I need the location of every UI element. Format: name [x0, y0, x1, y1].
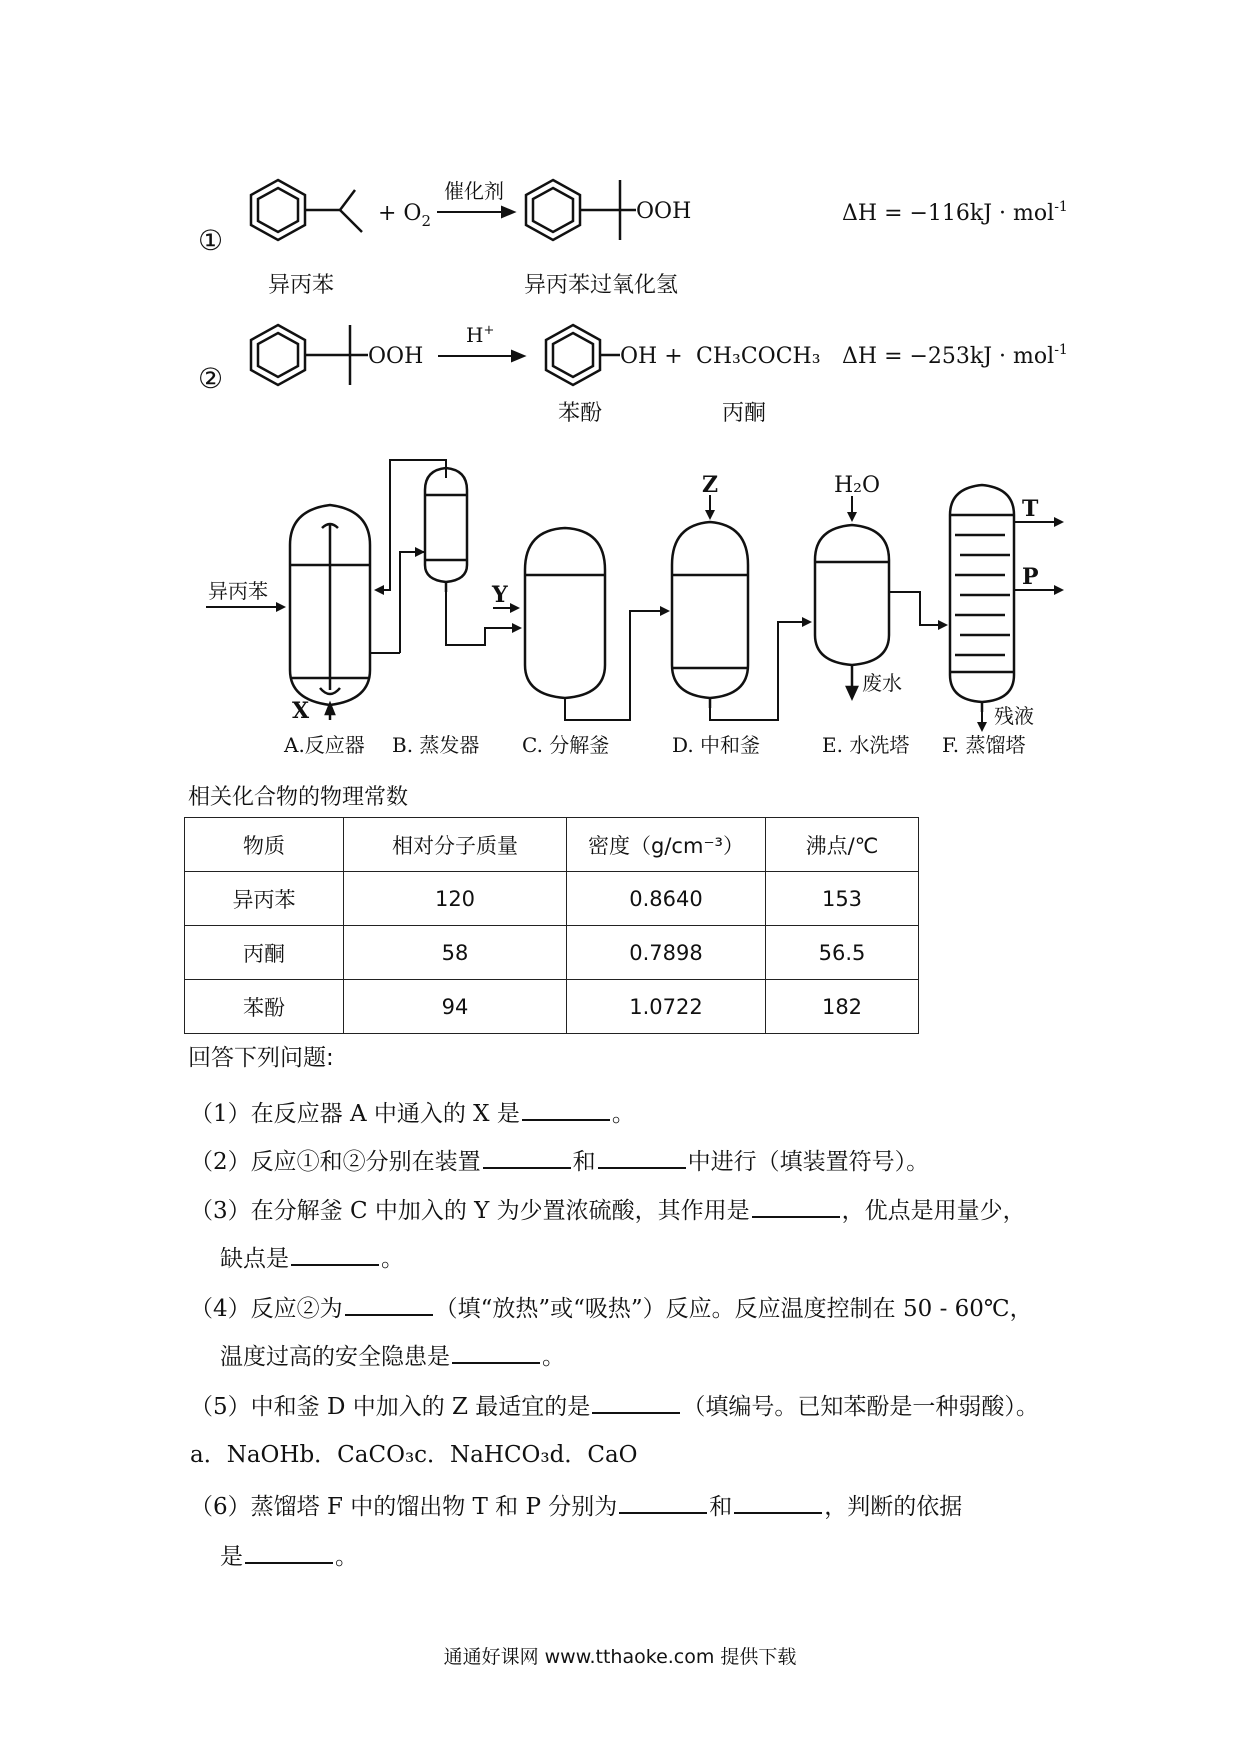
answer-blank[interactable] [598, 1145, 686, 1169]
reaction-arrow-1 [437, 207, 514, 217]
question-5 [190, 1390, 1039, 1422]
question-3-cont [220, 1242, 404, 1274]
answer-blank[interactable] [734, 1490, 822, 1514]
table-row [185, 980, 919, 1034]
question-3-cont-text: 缺点是 [220, 1246, 289, 1272]
table-cell: 0.8640 [567, 872, 766, 926]
reaction-2-number: ② [198, 362, 224, 395]
physical-constants-table [184, 817, 919, 1034]
question-2-and: 和 [572, 1149, 596, 1175]
catalyst-label: 催化剂 [444, 179, 504, 203]
question-1-end: 。 [611, 1101, 635, 1127]
question-6-and: 和 [709, 1494, 733, 1520]
equipment-label-f: F. 蒸馏塔 [942, 733, 1026, 757]
question-2-end: 中进行（填装置符号）。 [687, 1149, 930, 1175]
question-4-mid: （填“放热”或“吸热”）反应。反应温度控制在 50 - 60℃， [434, 1296, 1033, 1322]
x-label: X [292, 698, 310, 724]
answer-blank[interactable] [452, 1340, 540, 1364]
footer-text: 通通好课网 www.tthaoke.com 提供下载 [443, 1646, 797, 1668]
question-6 [190, 1490, 962, 1522]
product-1-name: 异丙苯过氧化氢 [524, 273, 679, 298]
question-5-text: （5）中和釜 D 中加入的 Z 最适宜的是 [190, 1394, 591, 1420]
flow-arrowheads [276, 510, 1064, 732]
question-6-mid: ，判断的依据 [824, 1494, 963, 1520]
table-cell: 120 [344, 872, 567, 926]
cumene-structure [251, 180, 362, 240]
hydroperoxide-structure [251, 325, 368, 385]
table-cell: 153 [766, 872, 919, 926]
z-label: Z [702, 472, 719, 498]
table-caption: 相关化合物的物理常数 [188, 785, 409, 810]
phenol-name: 苯酚 [558, 401, 603, 426]
equipment-label-a: A.反应器 [284, 733, 365, 757]
answer-blank[interactable] [619, 1490, 707, 1514]
answer-blank[interactable] [345, 1292, 433, 1316]
feed-label: 异丙苯 [208, 579, 268, 603]
reactant-2-group: OOH [368, 344, 424, 369]
questions-intro: 回答下列问题: [188, 1045, 334, 1071]
question-1 [190, 1097, 635, 1129]
acetone-formula: CH₃COCH₃ [696, 344, 821, 369]
evaporator-b [425, 468, 467, 592]
table-cell: 94 [344, 980, 567, 1034]
question-3-text: （3）在分解釜 C 中加入的 Y 为少置浓硫酸，其作用是 [190, 1198, 750, 1224]
table-cell: 异丙苯 [185, 872, 344, 926]
cumene-hydroperoxide-structure [526, 180, 636, 240]
answer-blank[interactable] [245, 1540, 333, 1564]
decomposer-c [525, 528, 605, 698]
reactant-1-name: 异丙苯 [268, 273, 335, 298]
h-plus-label: H+ [466, 323, 495, 347]
question-5-options: a．NaOHb．CaCO₃c．NaHCO₃d．CaO [190, 1442, 638, 1468]
product-1-group: OOH [636, 199, 692, 224]
p-label: P [1022, 564, 1039, 590]
answer-blank[interactable] [483, 1145, 571, 1169]
y-label: Y [492, 582, 508, 608]
header-molar-mass: 相对分子质量 [344, 818, 567, 872]
reaction-1-number: ① [198, 224, 224, 257]
table-cell: 56.5 [766, 926, 919, 980]
process-flow-diagram [0, 440, 1240, 770]
product-2a-group: OH + [620, 344, 683, 369]
question-4 [190, 1292, 1033, 1324]
answer-blank[interactable] [752, 1194, 840, 1218]
phenol-structure [546, 325, 620, 385]
t-label: T [1022, 496, 1039, 522]
question-4-end: 。 [542, 1344, 565, 1370]
o2-plus: + $O_2$ [378, 201, 432, 230]
table-cell: 58 [344, 926, 567, 980]
question-2 [190, 1145, 929, 1177]
question-6-text: （6）蒸馏塔 F 中的馏出物 T 和 P 分别为 [190, 1494, 618, 1520]
table-cell: 182 [766, 980, 919, 1034]
process-pipes [206, 460, 1060, 728]
answer-blank[interactable] [291, 1242, 379, 1266]
equipment-label-c: C. 分解釜 [522, 733, 610, 757]
table-cell: 0.7898 [567, 926, 766, 980]
neutralizer-d [672, 522, 748, 708]
question-3-mid: ，优点是用量少， [841, 1198, 1026, 1224]
question-6-cont-text: 是 [220, 1544, 243, 1570]
equipment-label-b: B. 蒸发器 [392, 733, 480, 757]
header-substance: 物质 [185, 818, 344, 872]
equipment-label-d: D. 中和釜 [672, 733, 761, 757]
reaction-arrow-2 [438, 351, 524, 361]
table-cell: 丙酮 [185, 926, 344, 980]
enthalpy-1: ΔH = −116kJ · mol$^{-1}$ [842, 199, 1068, 226]
waste-water-label: 废水 [862, 671, 902, 695]
question-3 [190, 1194, 1026, 1226]
table-header-row [185, 818, 919, 872]
question-2-text: （2）反应①和②分别在装置 [190, 1149, 481, 1175]
equipment-label-e: E. 水洗塔 [822, 733, 910, 757]
residue-label: 残液 [994, 704, 1034, 728]
table-cell: 苯酚 [185, 980, 344, 1034]
answer-blank[interactable] [592, 1390, 680, 1414]
question-4-cont [220, 1340, 565, 1372]
question-3-end: 。 [381, 1246, 404, 1272]
answer-blank[interactable] [522, 1097, 610, 1121]
h2o-label: H₂O [834, 473, 881, 498]
acetone-name: 丙酮 [722, 401, 767, 426]
question-4-cont-text: 温度过高的安全隐患是 [220, 1344, 450, 1370]
question-6-end: 。 [335, 1544, 358, 1570]
table-row [185, 872, 919, 926]
reaction-equations [0, 150, 1240, 440]
header-density: 密度（g/cm⁻³） [567, 818, 766, 872]
question-6-cont [220, 1540, 358, 1572]
table-row [185, 926, 919, 980]
question-1-text: （1）在反应器 A 中通入的 X 是 [190, 1101, 520, 1127]
reactor-a [290, 505, 370, 720]
distillation-tower-f [950, 485, 1014, 712]
header-boiling-point: 沸点/℃ [766, 818, 919, 872]
question-4-text: （4）反应②为 [190, 1296, 343, 1322]
table-cell: 1.0722 [567, 980, 766, 1034]
question-5-end: （填编号。已知苯酚是一种弱酸）。 [682, 1394, 1039, 1420]
enthalpy-2: ΔH = −253kJ · mol$^{-1}$ [842, 342, 1068, 369]
